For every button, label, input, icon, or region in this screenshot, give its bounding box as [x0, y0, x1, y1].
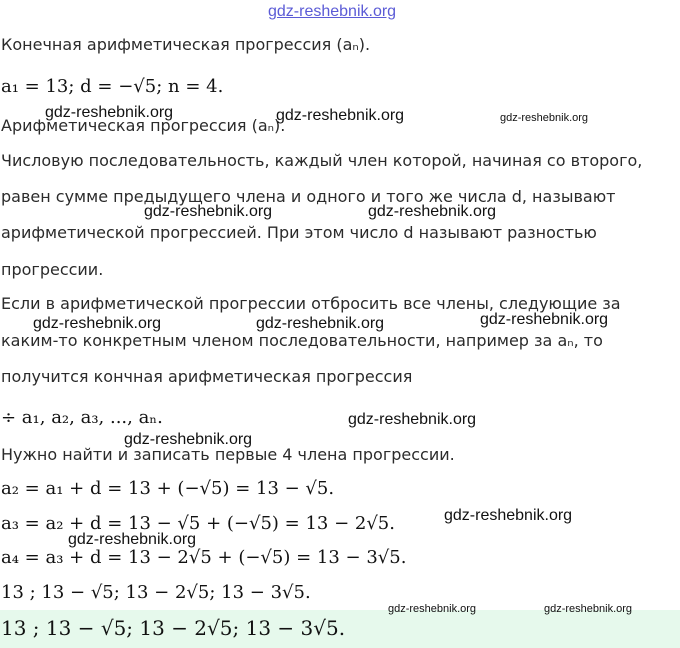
sequence-result: 13 ; 13 − √5; 13 − 2√5; 13 − 3√5. — [1, 582, 311, 603]
watermark: gdz-reshebnik.org — [388, 603, 477, 615]
definition-line-3: арифметической прогрессией. При этом число d называют разностью — [1, 223, 597, 242]
finite-line-2: каким-то конкретным членом последовательности, например за aₙ, то — [1, 331, 603, 350]
definition-line-4: прогрессии. — [1, 260, 104, 279]
problem-statement: Конечная арифметическая прогрессия (aₙ). — [1, 35, 371, 54]
section-heading: Арифметическая прогрессия (aₙ). — [1, 116, 286, 135]
answer-text: 13 ; 13 − √5; 13 − 2√5; 13 − 3√5. — [1, 616, 346, 640]
definition-line-2: равен сумме предыдущего члена и одного и того же числа d, называют — [1, 187, 616, 206]
watermark: gdz-reshebnik.org — [500, 112, 589, 124]
finite-line-3: получится кончная арифметическая прогрессия — [1, 367, 413, 386]
watermark: gdz-reshebnik.org — [124, 431, 253, 448]
definition-line-1: Числовую последовательность, каждый член которой, начиная со второго, — [1, 151, 643, 170]
watermark: gdz-reshebnik.org — [348, 411, 477, 428]
watermark: gdz-reshebnik.org — [256, 315, 385, 332]
watermark: gdz-reshebnik.org — [368, 203, 497, 220]
watermark: gdz-reshebnik.org — [144, 203, 273, 220]
task-line: Нужно найти и записать первые 4 члена прогрессии. — [1, 445, 455, 464]
equation-a2: a₂ = a₁ + d = 13 + (−√5) = 13 − √5. — [1, 478, 335, 499]
watermark: gdz-reshebnik.org — [45, 104, 174, 121]
watermark: gdz-reshebnik.org — [33, 315, 162, 332]
equation-a4: a₄ = a₃ + d = 13 − 2√5 + (−√5) = 13 − 3√5. — [1, 547, 407, 568]
watermark: gdz-reshebnik.org — [68, 531, 197, 548]
watermark: gdz-reshebnik.org — [544, 603, 633, 615]
watermark: gdz-reshebnik.org — [480, 311, 609, 328]
equation-a3: a₃ = a₂ + d = 13 − √5 + (−√5) = 13 − 2√5. — [1, 513, 395, 534]
watermark: gdz-reshebnik.org — [276, 107, 405, 124]
finite-sequence: ÷ a₁, a₂, a₃, ..., aₙ. — [1, 407, 163, 428]
finite-line-1: Если в арифметической прогрессии отбросить все члены, следующие за — [1, 294, 621, 313]
given-values: a₁ = 13; d = −√5; n = 4. — [1, 76, 224, 97]
watermark: gdz-reshebnik.org — [444, 507, 573, 524]
watermark-top-link[interactable]: gdz-reshebnik.org — [268, 3, 397, 20]
